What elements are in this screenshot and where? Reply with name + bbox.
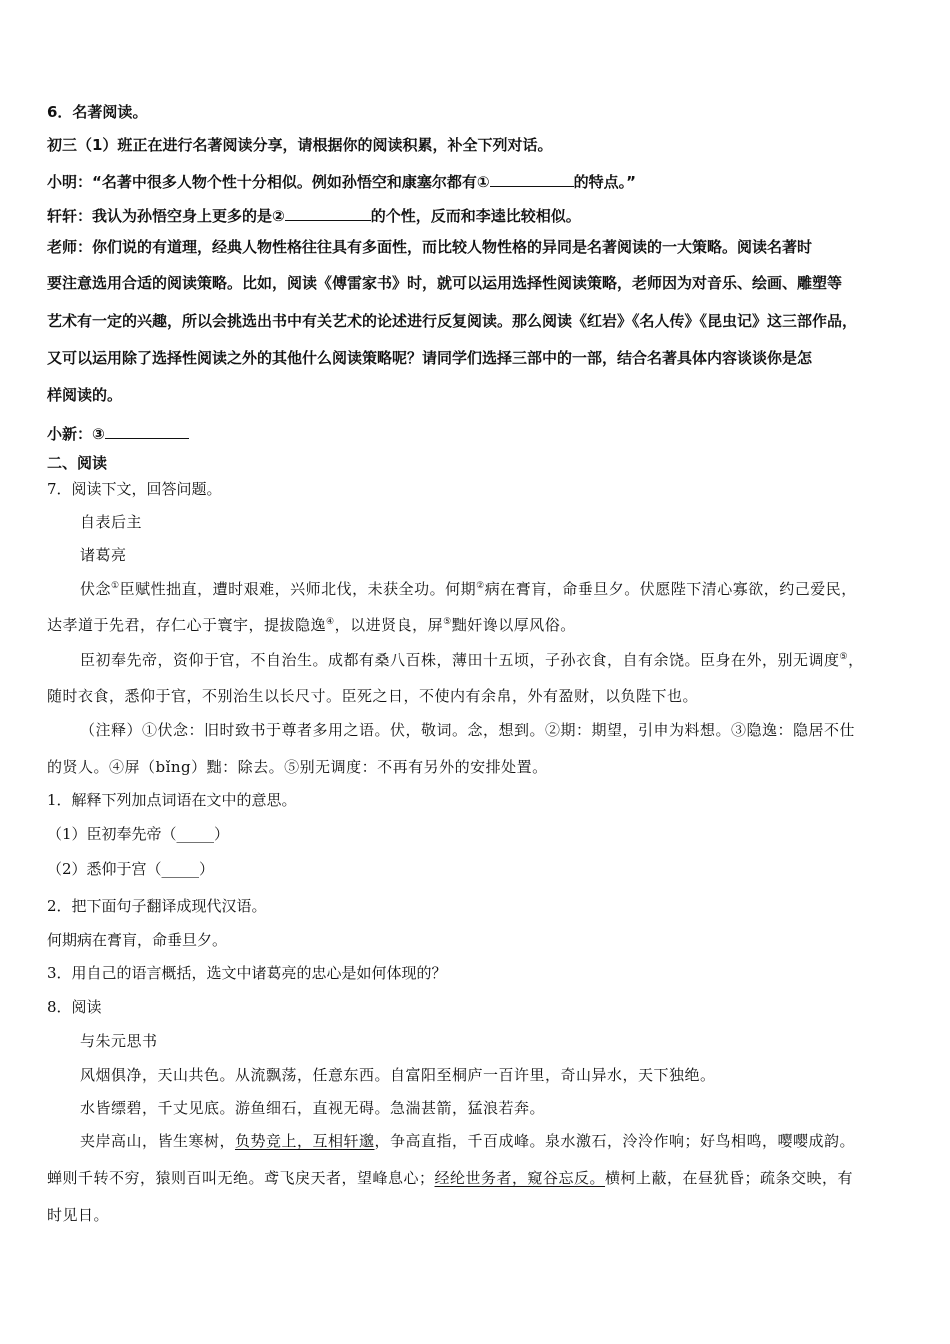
q7-p1-line2 xyxy=(47,618,576,633)
q7-p1-line1 xyxy=(80,582,857,597)
q6-teacher-line-4: 又可以运用除了选择性阅读之外的其他什么阅读策略呢？请同学们选择三部中的一部，结合名著具体内容谈谈你是怎 xyxy=(47,349,813,367)
q7-p1-seg-f: 黜奸谗以厚风俗。 xyxy=(451,616,576,634)
q6-teacher-line-5: 样阅读的。 xyxy=(47,386,123,404)
q7-p2-seg-a: 臣初奉先帝，资仰于官，不自治生。成都有桑八百株，薄田十五顷，子孙衣食，自有余饶。臣身在外，别无调度 xyxy=(80,651,840,669)
q7-p1-seg-c: 病在膏肓，命垂旦夕。伏愿陛下清心寡欲，约己爱民， xyxy=(484,580,857,598)
footnote-marker-5: ⑤ xyxy=(443,617,452,627)
q7-passage-title: 自表后主 xyxy=(80,513,143,531)
q7-p1-seg-e: ，以进贤良，屏 xyxy=(334,616,444,634)
q7-note-line1: （注释）①伏念：旧时致书于尊者多用之语。伏，敬词。念，想到。②期：期望，引申为料想。③隐逸：隐居不仕 xyxy=(80,721,856,739)
q8-p3-seg-c: 蝉则千转不穷，猿则百叫无绝。鸢飞戾天者，望峰息心； xyxy=(47,1169,435,1187)
q7-title: 7．阅读下文，回答问题。 xyxy=(47,480,222,498)
underlined-phrase-1: 负势竞上，互相轩邈 xyxy=(235,1132,375,1150)
q6-xuanxuan-text-a: 轩轩：我认为孙悟空身上更多的是② xyxy=(47,207,285,225)
q7-sub1-item1: （1）臣初奉先帝（_____） xyxy=(47,825,230,843)
answer-blank-2[interactable] xyxy=(285,206,371,221)
q8-p3-seg-d: 横柯上蔽，在昼犹昏；疏条交映，有 xyxy=(605,1169,854,1187)
q6-xiaoxin-line xyxy=(47,424,189,442)
underlined-phrase-2: 经纶世务者，窥谷忘反。 xyxy=(434,1169,606,1187)
footnote-marker-4: ④ xyxy=(326,617,335,627)
q7-sub1-item2: （2）悉仰于宫（_____） xyxy=(47,860,215,878)
q6-xiaoxin-text: 小新：③ xyxy=(47,425,105,443)
q8-p3-line1 xyxy=(80,1134,855,1149)
section-heading-reading: 二、阅读 xyxy=(47,454,108,472)
q7-sub2: 2．把下面句子翻译成现代汉语。 xyxy=(47,897,267,915)
q6-teacher-line-2: 要注意选用合适的阅读策略。比如，阅读《傅雷家书》时，就可以运用选择性阅读策略，老师因为对音乐、绘画、雕塑等 xyxy=(47,274,843,292)
q6-intro: 初三（1）班正在进行名著阅读分享，请根据你的阅读积累，补全下列对话。 xyxy=(47,136,553,154)
q7-p1-seg-d: 达孝道于先君，存仁心于寰宇，提拔隐逸 xyxy=(47,616,327,634)
q7-author: 诸葛亮 xyxy=(80,546,127,564)
answer-blank-1[interactable] xyxy=(490,172,574,187)
q7-p1-seg-a: 伏念 xyxy=(80,580,112,598)
answer-blank-3[interactable] xyxy=(105,424,189,439)
q6-xuanxuan-text-b: 的个性，反而和李逵比较相似。 xyxy=(370,207,581,225)
q8-title: 8．阅读 xyxy=(47,998,102,1016)
footnote-marker-1: ① xyxy=(111,581,120,591)
q6-teacher-line-1: 老师：你们说的有道理，经典人物性格往往具有多面性，而比较人物性格的异同是名著阅读的一大策略。阅读名著时 xyxy=(47,238,813,256)
q8-p3-line2 xyxy=(47,1171,853,1186)
q7-note-line2: 的贤人。④屏（bǐng）黜：除去。⑤别无调度：不再有另外的安排处置。 xyxy=(47,758,548,776)
q6-xuanxuan-line xyxy=(47,206,581,224)
q7-p2-seg-b: ， xyxy=(848,651,864,669)
q8-passage-title: 与朱元思书 xyxy=(80,1032,158,1050)
q6-xiaoming-text-a: 小明：“名著中很多人物个性十分相似。例如孙悟空和康塞尔都有① xyxy=(47,173,490,191)
q8-p3-seg-b: ，争高直指，千百成峰。泉水激石，泠泠作响；好鸟相鸣，嘤嘤成韵。 xyxy=(374,1132,856,1150)
q7-sub2-sentence: 何期病在膏肓，命垂旦夕。 xyxy=(47,931,228,949)
q6-xiaoming-line xyxy=(47,172,636,190)
q8-p3-line3: 时见日。 xyxy=(47,1206,110,1224)
q7-sub3: 3．用自己的语言概括，选文中诸葛亮的忠心是如何体现的？ xyxy=(47,964,447,982)
q8-p3-seg-a: 夹岸高山，皆生寒树， xyxy=(80,1132,236,1150)
q7-p2-line2: 随时衣食，悉仰于官，不别治生以长尺寸。臣死之日，不使内有余帛，外有盈财，以负陛下也。 xyxy=(47,687,699,705)
footnote-marker-2: ② xyxy=(476,581,485,591)
q7-p2-line1 xyxy=(80,653,864,668)
q6-title: 6．名著阅读。 xyxy=(47,103,148,121)
q7-p1-seg-b: 臣赋性拙直，遭时艰难，兴师北伐，未获全功。何期 xyxy=(119,580,477,598)
q8-p2: 水皆缥碧，千丈见底。游鱼细石，直视无碍。急湍甚箭，猛浪若奔。 xyxy=(80,1099,546,1117)
q6-teacher-line-3: 艺术有一定的兴趣，所以会挑选出书中有关艺术的论述进行反复阅读。那么阅读《红岩》《名人传》《昆虫记》这三部作品， xyxy=(47,312,858,330)
footnote-marker-5b: ⑤ xyxy=(839,652,849,662)
q6-xiaoming-text-b: 的特点。” xyxy=(573,173,636,191)
q7-sub1: 1．解释下列加点词语在文中的意思。 xyxy=(47,791,297,809)
q8-p1: 风烟俱净，天山共色。从流飘荡，任意东西。自富阳至桐庐一百许里，奇山异水，天下独绝。 xyxy=(80,1066,716,1084)
